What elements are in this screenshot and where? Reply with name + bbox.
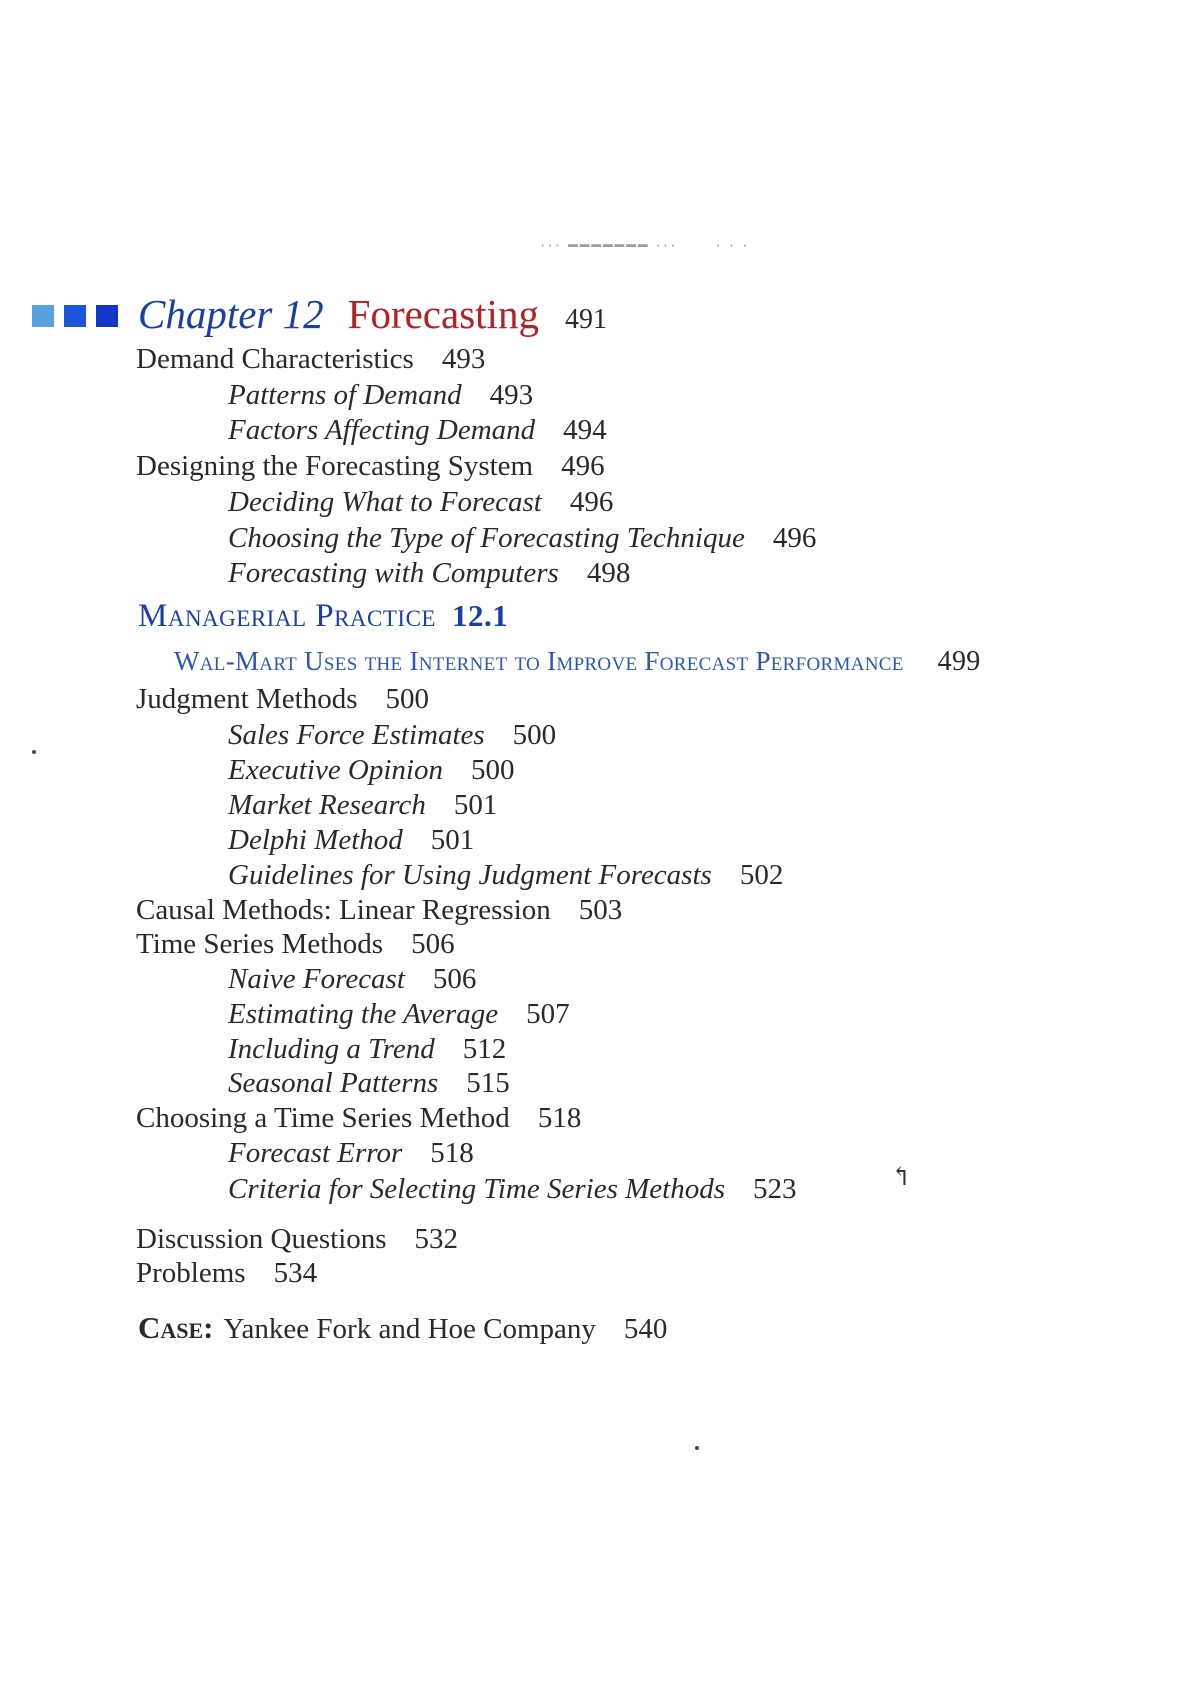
practice-title-text: Wal-Mart Uses the Internet to Improve Forecast Performance [174, 646, 904, 676]
chapter-title: Forecasting [347, 291, 539, 337]
toc-subentry[interactable] [228, 1066, 510, 1100]
practice-number: 12.1 [451, 598, 509, 633]
entry-page: 496 [561, 450, 605, 482]
toc-subentry[interactable] [228, 788, 497, 822]
toc-subentry[interactable] [228, 823, 474, 857]
entry-page: 501 [430, 824, 475, 856]
entry-text: Patterns of Demand [228, 379, 462, 411]
entry-page: 500 [471, 754, 515, 786]
entry-text: Demand Characteristics [136, 343, 414, 375]
toc-entry[interactable] [136, 1222, 458, 1256]
entry-page: 493 [489, 379, 534, 411]
toc-subentry[interactable] [228, 378, 533, 412]
entry-text: Guidelines for Using Judgment Forecasts [228, 859, 712, 891]
scan-speck [695, 1446, 699, 1450]
entry-page: 496 [772, 522, 817, 554]
entry-text: Designing the Forecasting System [136, 450, 534, 482]
entry-text: Choosing a Time Series Method [136, 1102, 510, 1134]
entry-page: 515 [466, 1067, 510, 1099]
entry-text: Choosing the Type of Forecasting Technique [228, 522, 745, 554]
chapter-heading[interactable] [138, 290, 607, 338]
chapter-page: 491 [564, 304, 607, 335]
square-bullet-icon [32, 305, 54, 327]
entry-page: 518 [537, 1102, 582, 1134]
scan-speck [32, 750, 36, 754]
case-page: 540 [623, 1313, 668, 1345]
toc-entry[interactable] [136, 893, 622, 927]
toc-subentry[interactable] [228, 1032, 506, 1066]
entry-page: 506 [432, 963, 477, 995]
entry-page: 494 [563, 414, 607, 446]
entry-page: 503 [578, 894, 623, 926]
entry-page: 493 [441, 343, 486, 375]
square-bullet-icon [96, 305, 118, 327]
toc-subentry[interactable] [228, 962, 476, 996]
entry-text: Executive Opinion [228, 754, 443, 786]
entry-page: 500 [512, 719, 557, 751]
case-label: Case: [138, 1310, 214, 1345]
entry-page: 518 [430, 1137, 474, 1169]
cutoff-page: · · · [715, 238, 750, 250]
entry-page: 496 [569, 486, 614, 518]
toc-subentry[interactable] [228, 997, 570, 1031]
entry-page: 498 [586, 557, 631, 589]
entry-text: Deciding What to Forecast [228, 486, 542, 518]
managerial-practice-title[interactable] [174, 646, 981, 678]
entry-page: 500 [385, 683, 430, 715]
toc-entry[interactable] [136, 682, 429, 716]
toc-subentry[interactable] [228, 858, 783, 892]
entry-text: Forecast Error [228, 1137, 403, 1169]
case-title: Yankee Fork and Hoe Company [223, 1313, 596, 1345]
entry-text: Criteria for Selecting Time Series Methods [228, 1173, 725, 1205]
toc-entry[interactable] [136, 449, 605, 483]
entry-text: Including a Trend [228, 1033, 435, 1065]
toc-subentry[interactable] [228, 556, 630, 590]
managerial-practice-heading[interactable] [138, 598, 508, 635]
toc-subentry[interactable] [228, 1136, 474, 1170]
entry-text: Discussion Questions [136, 1223, 387, 1255]
entry-text: Factors Affecting Demand [228, 414, 536, 446]
entry-text: Judgment Methods [136, 683, 358, 715]
entry-text: Naive Forecast [228, 963, 405, 995]
cutoff-line [540, 236, 840, 250]
entry-page: 506 [411, 928, 455, 960]
entry-page: 507 [526, 998, 570, 1030]
toc-subentry[interactable] [228, 413, 607, 447]
entry-text: Causal Methods: Linear Regression [136, 894, 551, 926]
entry-page: 512 [462, 1033, 507, 1065]
toc-subentry[interactable] [228, 1172, 796, 1206]
chapter-label: Chapter 12 [138, 291, 324, 337]
entry-text: Sales Force Estimates [228, 719, 485, 751]
entry-text: Forecasting with Computers [228, 557, 559, 589]
square-bullet-icon [64, 305, 86, 327]
entry-text: Problems [136, 1257, 246, 1289]
entry-text: Market Research [228, 789, 426, 821]
toc-entry[interactable] [136, 342, 485, 376]
entry-page: 532 [414, 1223, 459, 1255]
toc-entry[interactable] [136, 1101, 581, 1135]
toc-subentry[interactable] [228, 521, 816, 555]
chapter-bullets [32, 305, 118, 327]
toc-entry[interactable] [136, 1256, 317, 1290]
toc-subentry[interactable] [228, 753, 515, 787]
practice-label: Managerial Practice [138, 598, 436, 634]
entry-text: Estimating the Average [228, 998, 499, 1030]
entry-page: 534 [273, 1257, 318, 1289]
entry-text: Time Series Methods [136, 928, 384, 960]
entry-text: Seasonal Patterns [228, 1067, 439, 1099]
toc-subentry[interactable] [228, 485, 613, 519]
case-entry[interactable] [138, 1310, 667, 1346]
entry-text: Delphi Method [228, 824, 403, 856]
toc-entry[interactable] [136, 927, 455, 961]
entry-page: 523 [752, 1173, 797, 1205]
entry-page: 501 [453, 789, 498, 821]
practice-page: 499 [937, 646, 981, 677]
toc-subentry[interactable] [228, 718, 556, 752]
cutoff-text: ··· ━━━━━━━ ··· [540, 238, 678, 250]
entry-page: 502 [739, 859, 784, 891]
return-arrow-icon: ↰ [890, 1162, 912, 1191]
